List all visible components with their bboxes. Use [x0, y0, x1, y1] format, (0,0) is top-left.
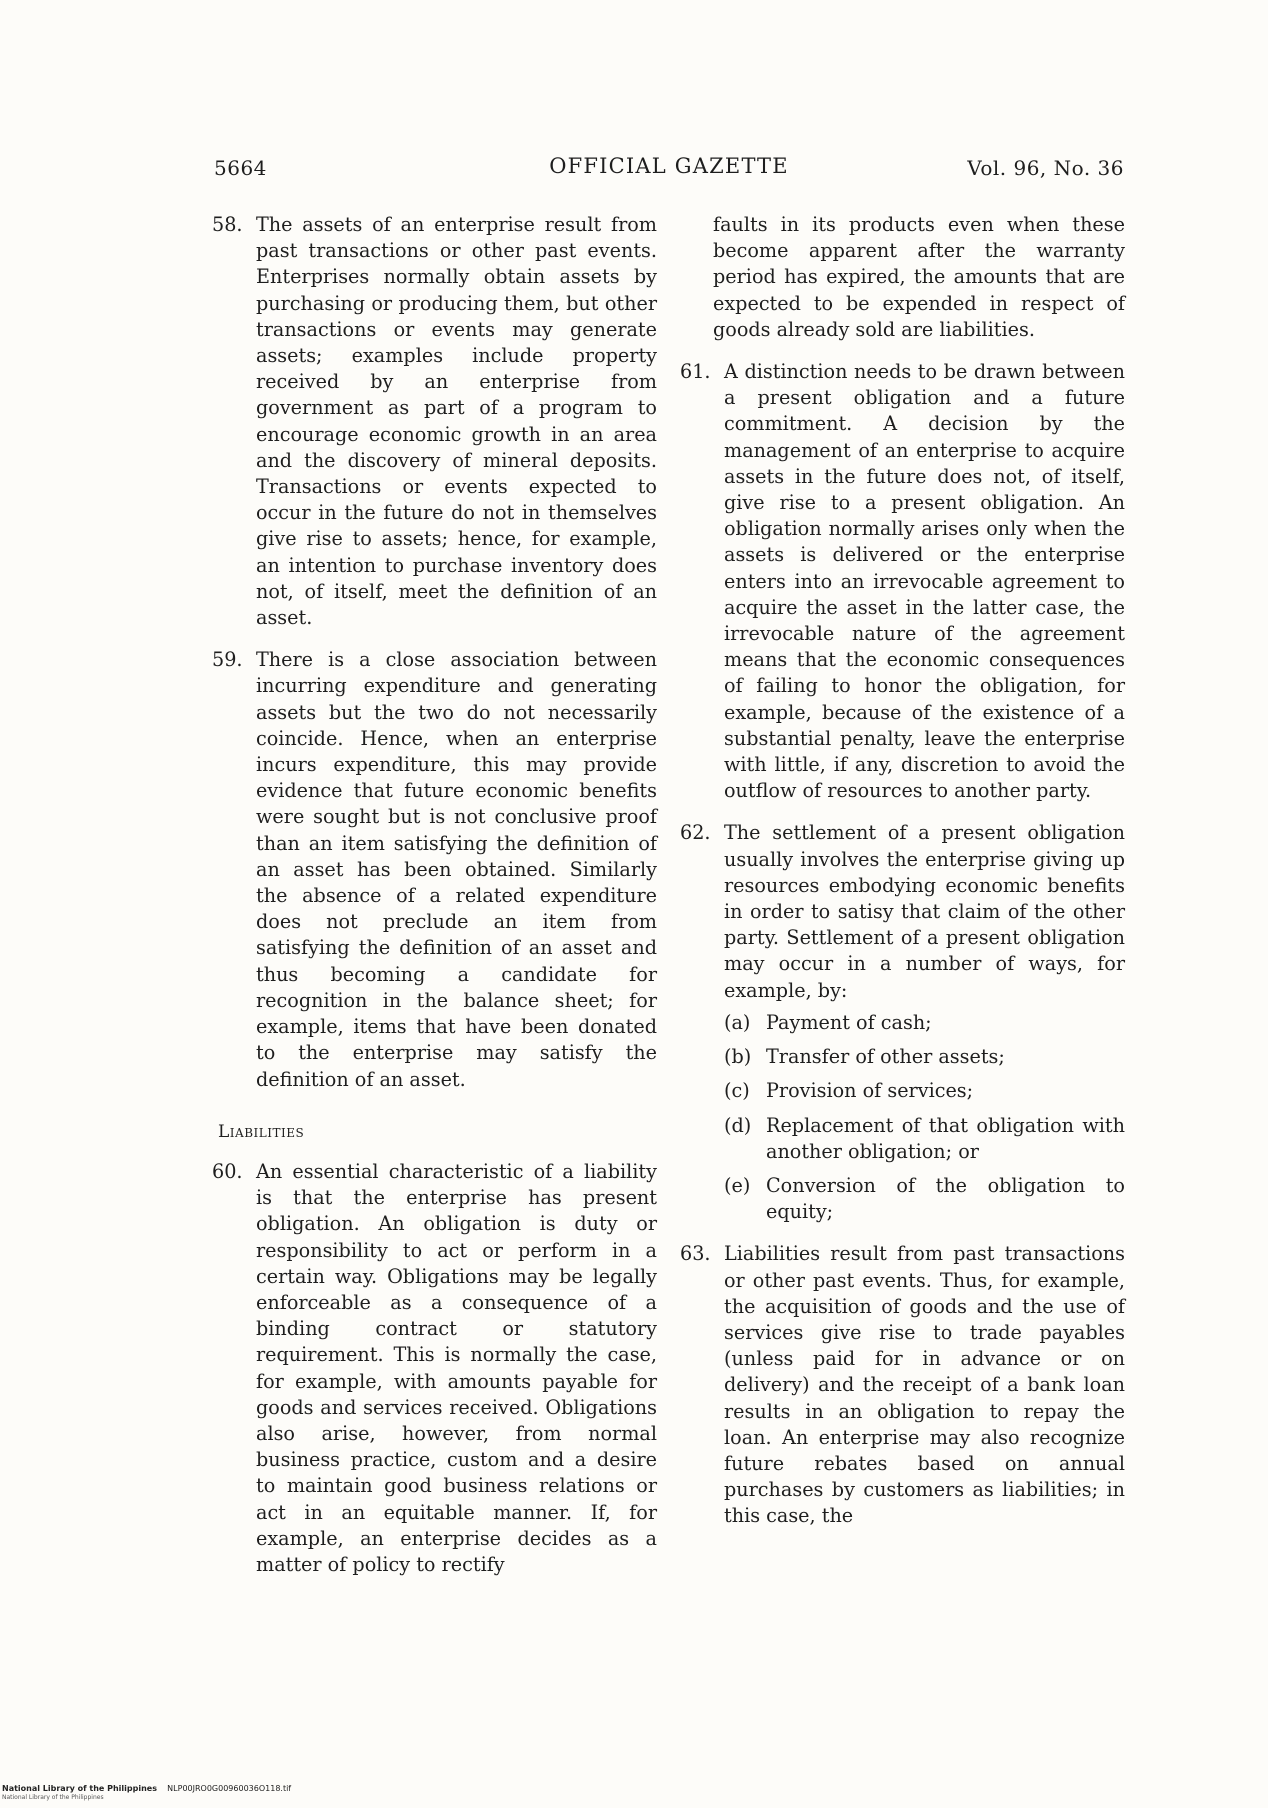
list-item-text: Payment of cash; — [766, 1010, 932, 1034]
paragraph-60-continuation: faults in its products even when these become apparent after the warranty period has expired, the amounts that are expected to be expended in respect of goods already sold are liabilities. — [713, 213, 1125, 341]
list-item-e — [680, 1173, 1125, 1225]
paragraph-text: The settlement of a present obligation usually involves the enterprise giving up resources embodying economic benefits in order to satisy that claim of the other party. Settlement of a present obligation may occur in a number of ways, for example, by: — [724, 821, 1125, 1002]
list-marker: (d) — [724, 1113, 752, 1137]
list-item-b — [680, 1044, 1125, 1070]
page-header — [214, 148, 1124, 184]
list-item-text: Replacement of that obligation with another obligation; or — [766, 1113, 1125, 1163]
paragraph-text: There is a close association between incurring expenditure and generating assets but the two do not necessarily coincide. Hence, when an enterprise incurs expenditure, this may provide evidence that future economic benefits were sought but is not conclusive proof than an item satisfying the definition of an asset has been obtained. Similarly the absence of a related expenditure does not preclude an item from satisfying the definition of an asset and thus becoming a candidate for recognition in the balance sheet; for example, items that have been donated to the enterprise may satisfy the definition of an asset. — [256, 648, 657, 1091]
paragraph-61 — [680, 359, 1125, 804]
paragraph-number: 63. — [680, 1242, 711, 1266]
paragraph-63 — [680, 1241, 1125, 1529]
paragraph-number: 58. — [212, 213, 243, 236]
list-item-c — [680, 1078, 1125, 1104]
list-marker: (b) — [724, 1045, 752, 1069]
paragraph-text: The assets of an enterprise result from past transactions or other past events. Enterprises normally obtain assets by purchasing or producing them, but other transactions or events may generate assets; examples include property received by an enterprise from government as part of a program to encourage economic growth in an area and the discovery of mineral deposits. Transactions or events expected to occur in the future do not in themselves give rise to assets; hence, for example, an intention to purchase inventory does not, of itself, meet the definition of an asset. — [256, 213, 657, 630]
list-item-d — [680, 1113, 1125, 1165]
volume-number: Vol. 96, No. 36 — [967, 156, 1124, 180]
paragraph-number: 61. — [680, 360, 711, 384]
library-name: National Library of the Philippines — [2, 1784, 157, 1793]
library-name-small: National Library of the Philippines — [2, 1794, 104, 1801]
list-item-text: Transfer of other assets; — [766, 1045, 1005, 1069]
paragraph-58 — [212, 212, 657, 631]
publication-title: OFFICIAL GAZETTE — [549, 154, 789, 178]
file-id: NLP00JRO0G00960036O118.tif — [167, 1784, 292, 1793]
paragraph-59 — [212, 647, 657, 1092]
paragraph-text: A distinction needs to be drawn between a present obligation and a future commitment. A decision by the management of an enterprise to acquire assets in the future does not, of itself, give rise to a present obligation. An obligation normally arises only when the assets is delivered or the enterprise enters into an irrevocable agreement to acquire the asset in the latter case, the irrevocable nature of the agreement means that the economic consequences of failing to honor the obligation, for example, because of the existence of a substantial penalty, leave the enterprise with little, if any, discretion to avoid the outflow of resources to another party. — [724, 360, 1125, 803]
paragraph-number: 60. — [212, 1159, 243, 1183]
paragraph-62 — [680, 820, 1125, 1003]
list-item-text: Provision of services; — [766, 1079, 974, 1103]
left-column — [212, 212, 657, 1594]
page-number: 5664 — [214, 156, 267, 180]
paragraph-text: An essential characteristic of a liability is that the enterprise has present obligation. An obligation is duty or responsibility to act or perform in a certain way. Obligations may be legally enforceable as a consequence of a binding contract or statutory requirement. This is normally the case, for example, with amounts payable for goods and services received. Obligations also arise, however, from normal business practice, custom and a desire to maintain good business relations or act in an equitable manner. If, for example, an enterprise decides as a matter of policy to rectify — [256, 1159, 657, 1576]
scan-footer — [2, 1784, 602, 1802]
paragraph-number: 59. — [212, 648, 243, 672]
list-marker: (c) — [724, 1079, 750, 1103]
paragraph-number: 62. — [680, 821, 711, 845]
section-heading-liabilities: Liabilities — [218, 1121, 305, 1142]
list-marker: (a) — [724, 1010, 751, 1034]
list-item-text: Conversion of the obligation to equity; — [766, 1173, 1125, 1224]
right-column — [680, 212, 1125, 1546]
list-item-a — [680, 1010, 1125, 1036]
list-marker: (e) — [724, 1173, 751, 1197]
paragraph-60 — [212, 1159, 657, 1578]
paragraph-text: Liabilities result from past transactions or other past events. Thus, for example, the acquisition of goods and the use of services give rise to trade payables (unless paid for in advance or on delivery) and the receipt of a bank loan results in an obligation to repay the loan. An enterprise may also recognize future rebates based on annual purchases by customers as liabilities; in this case, the — [724, 1242, 1125, 1528]
